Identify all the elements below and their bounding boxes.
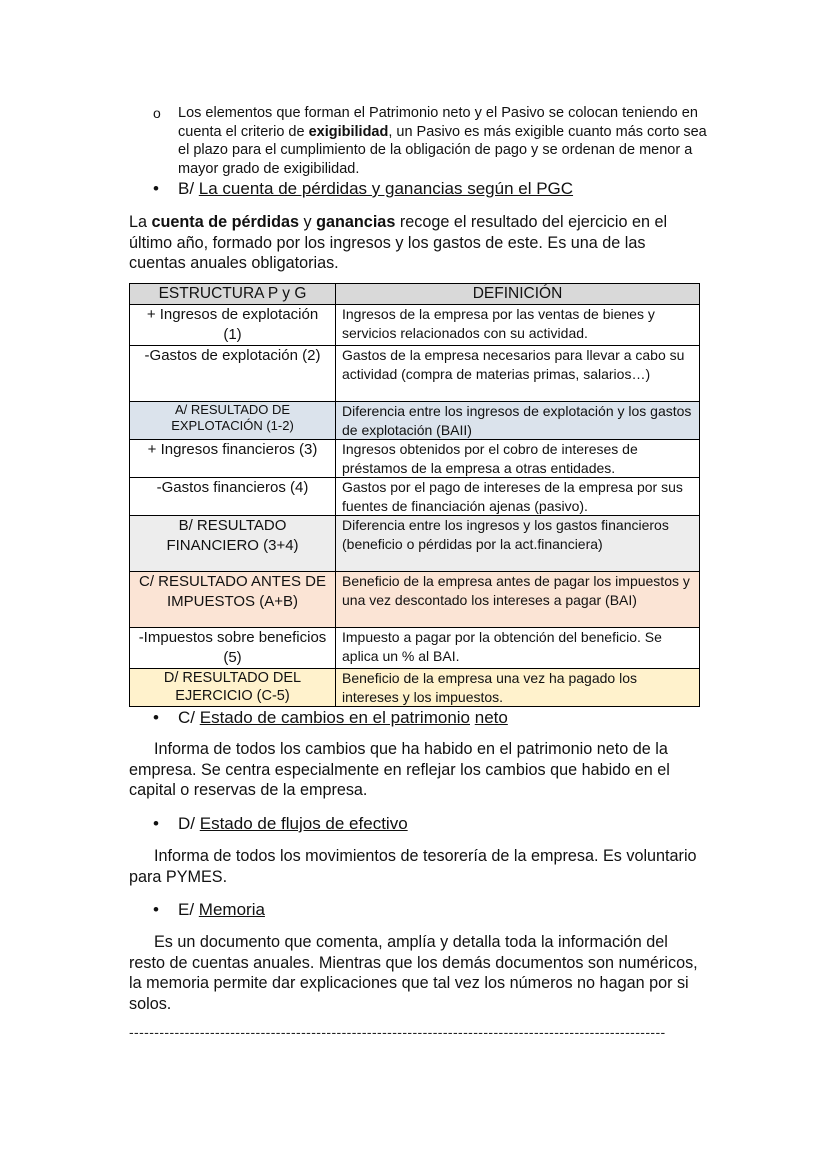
table-row bbox=[130, 402, 700, 440]
section-e-paragraph: Es un documento que comenta, amplía y detalla toda la información del resto de cuentas anuales. Mientras que los demás documentos son numéricos, la memoria permite dar explicaciones que tal vez los números no hagan por si solos. bbox=[129, 933, 698, 1013]
separator-line: ---------------------------------------------------------------------------------------------------------- bbox=[129, 1024, 666, 1040]
row-definicion: Diferencia entre los ingresos y los gastos financieros (beneficio o pérdidas por la act.financiera) bbox=[336, 516, 700, 572]
header-estructura: ESTRUCTURA P y G bbox=[130, 284, 336, 305]
table-row bbox=[130, 346, 700, 402]
row-estructura: B/ RESULTADO FINANCIERO (3+4) bbox=[130, 516, 336, 572]
table-row bbox=[130, 669, 700, 707]
row-definicion: Beneficio de la empresa antes de pagar los impuestos y una vez descontado los intereses a pagar (BAI) bbox=[336, 572, 700, 628]
row-estructura: C/ RESULTADO ANTES DE IMPUESTOS (A+B) bbox=[130, 572, 336, 628]
row-estructura: D/ RESULTADO DEL EJERCICIO (C-5) bbox=[130, 669, 336, 707]
section-d-paragraph: Informa de todos los movimientos de tesorería de la empresa. Es voluntario para PYMES. bbox=[129, 847, 697, 886]
row-definicion: Ingresos obtenidos por el cobro de intereses de préstamos de la empresa a otras entidades. bbox=[336, 440, 700, 478]
row-definicion: Gastos de la empresa necesarios para llevar a cabo su actividad (compra de materias primas, salarios…) bbox=[336, 346, 700, 402]
bullet-icon: • bbox=[153, 814, 159, 833]
table-row bbox=[130, 516, 700, 572]
row-estructura: -Gastos de explotación (2) bbox=[130, 346, 336, 402]
table-row bbox=[130, 478, 700, 516]
row-definicion: Diferencia entre los ingresos de explotación y los gastos de explotación (BAII) bbox=[336, 402, 700, 440]
header-definicion: DEFINICIÓN bbox=[336, 284, 700, 305]
table-header-row bbox=[130, 284, 700, 305]
bullet-icon: • bbox=[153, 708, 159, 727]
table-row bbox=[130, 440, 700, 478]
section-d-heading: • D/ Estado de flujos de efectivo bbox=[153, 814, 408, 833]
row-estructura: + Ingresos de explotación (1) bbox=[130, 305, 336, 346]
row-estructura: -Impuestos sobre beneficios (5) bbox=[130, 628, 336, 669]
section-b-heading: • B/ La cuenta de pérdidas y ganancias según el PGC bbox=[153, 179, 574, 198]
table-row bbox=[130, 628, 700, 669]
circle-bullet-icon: o bbox=[153, 105, 161, 121]
section-c-paragraph: Informa de todos los cambios que ha habido en el patrimonio neto de la empresa. Se centra especialmente en reflejar los cambios que habido en el capital o reservas de la empresa. bbox=[129, 740, 670, 799]
table-row bbox=[130, 572, 700, 628]
exigibilidad-sub-bullet bbox=[153, 104, 713, 178]
row-definicion: Gastos por el pago de intereses de la empresa por sus fuentes de financiación ajenas (pasivo). bbox=[336, 478, 700, 516]
exigibilidad-text: Los elementos que forman el Patrimonio neto y el Pasivo se colocan teniendo en cuenta el criterio de exigibilidad, un Pasivo es más exigible cuanto más corto sea el plazo para el cumplimiento de la obligación de pago y se ordenan de menor a mayor grado de exigibilidad. bbox=[178, 105, 707, 177]
row-definicion: Ingresos de la empresa por las ventas de bienes y servicios relacionados con su actividad. bbox=[336, 305, 700, 346]
row-definicion: Beneficio de la empresa una vez ha pagado los intereses y los impuestos. bbox=[336, 669, 700, 707]
row-estructura: A/ RESULTADO DE EXPLOTACIÓN (1-2) bbox=[130, 402, 336, 440]
section-e-heading: • E/ Memoria bbox=[153, 900, 265, 919]
bullet-icon: • bbox=[153, 179, 159, 198]
table-row bbox=[130, 305, 700, 346]
pyg-intro-paragraph: La cuenta de pérdidas y ganancias recoge el resultado del ejercicio en el último año, formado por los ingresos y los gastos de este. Es una de las cuentas anuales obligatorias. bbox=[129, 213, 668, 272]
row-definicion: Impuesto a pagar por la obtención del beneficio. Se aplica un % al BAI. bbox=[336, 628, 700, 669]
row-estructura: + Ingresos financieros (3) bbox=[130, 440, 336, 478]
section-c-heading: • C/ Estado de cambios en el patrimonio neto bbox=[153, 708, 508, 727]
bullet-icon: • bbox=[153, 900, 159, 919]
row-estructura: -Gastos financieros (4) bbox=[130, 478, 336, 516]
pyg-structure-table bbox=[129, 283, 700, 707]
